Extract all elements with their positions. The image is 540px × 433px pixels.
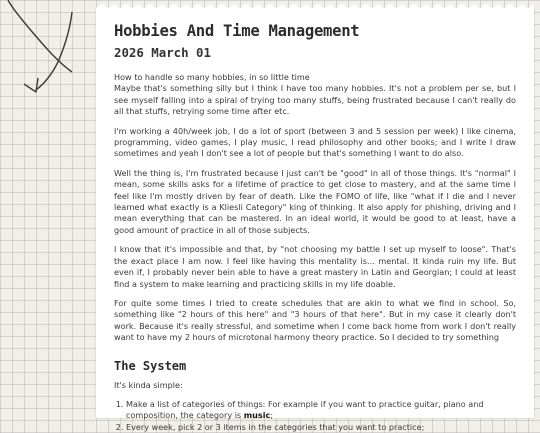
paragraph: I'm working a 40h/week job, I do a lot of sport (between 3 and 5 session per week) I like cinema, programming, video games, I play music, I read philosophy and other books; and I write I draw sometimes and yeah I don't see a lot of people but that's something I want to do also. bbox=[114, 125, 516, 159]
list-item-bold: music bbox=[243, 410, 271, 421]
torn-paper-edge bbox=[96, 4, 534, 12]
list-item-tail: ; bbox=[270, 410, 274, 421]
system-steps-list bbox=[114, 399, 516, 433]
paragraph: Well the thing is, I'm frustrated because I just can't be "good" in all of those things. It's "normal" I mean, some skills asks for a lifetime of practice to get close to mastery, and at the same time I feel like I'm mostly driven by fear of death. Like the FOMO of life, like "what if I die and I never learned what exactly is a Kliesli Category" king of thinking. It also apply for phishing, driving and I mean everything that can be mastered. In an ideal world, it would be good to at least, have a good amount of practice in all of those subjects. bbox=[114, 167, 516, 235]
blog-post-paper bbox=[96, 8, 534, 432]
post-title: Hobbies And Time Management bbox=[114, 22, 360, 40]
list-item bbox=[126, 422, 516, 433]
section-intro: It's kinda simple: bbox=[114, 379, 183, 390]
paragraph-intro bbox=[114, 72, 516, 118]
list-item-text: Every week, pick 2 or 3 items in the categories that you want to practice; bbox=[126, 421, 425, 432]
paragraph: I know that it's impossible and that, by "not choosing my battle I set up myself to loose". That's the exact place I am now. I feel like having this mentality is... mental. It kinda ruin my life. But even if, I probably never bein able to have a great mastery in Latin and Georgian; I could at least find a system to make learning and practicing skills in my life doable. bbox=[114, 244, 516, 289]
intro-text: Maybe that's something silly but I think I have too many hobbies. It's not a problem per se, but I see myself falling into a spiral of trying too many stuffs, being frustrated because I can't really do all that stuffs, retrying some time after etc. bbox=[114, 83, 516, 117]
hand-drawn-arrow-doodle bbox=[0, 0, 100, 120]
list-item bbox=[126, 399, 516, 422]
list-item-text: Make a list of categories of things: For example if you want to practice guitar, piano and composition, the category is bbox=[126, 398, 484, 421]
section-heading: The System bbox=[114, 358, 187, 373]
post-content bbox=[114, 20, 516, 433]
post-date: 2026 March 01 bbox=[114, 45, 211, 60]
intro-lead: How to handle so many hobbies, in so little time bbox=[114, 72, 310, 82]
paragraph: For quite some times I tried to create schedules that are akin to what we find in school. So, something like "2 hours of this here" and "3 hours of that here". But in my case it clearly don't work. Because it's really stressful, and sometime when I come back home from work I don't really want to have my 2 hours of microtonal harmony theory practice. So I decided to try something bbox=[114, 297, 516, 343]
